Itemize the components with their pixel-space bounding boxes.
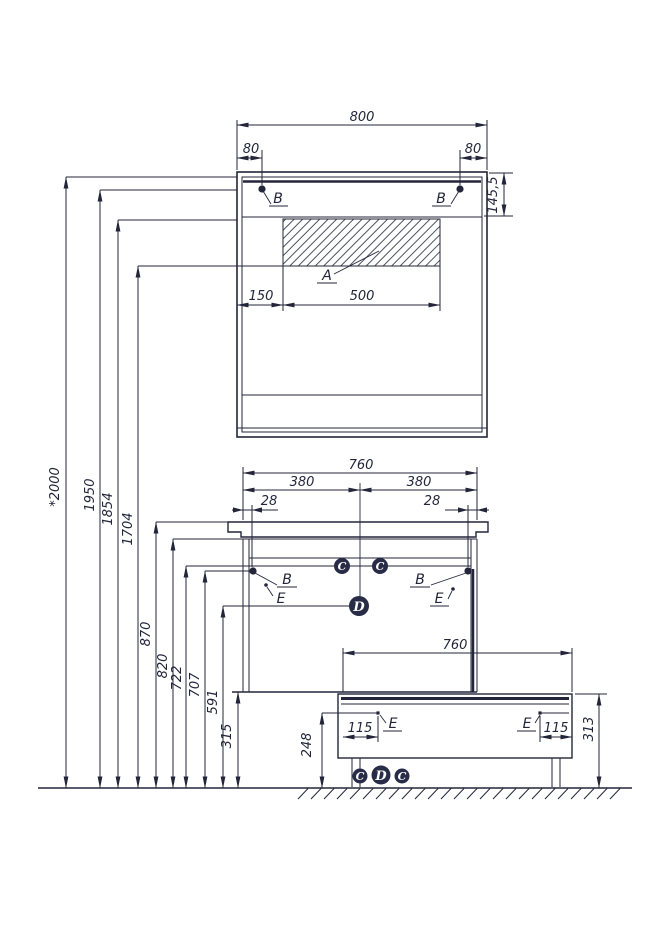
dim-panel-inset: 150: [248, 289, 274, 304]
base-screw-label-right: E: [522, 716, 532, 732]
dim-base-screw-offset-right: 115: [543, 721, 569, 736]
floor-callout-letter-d: D: [375, 769, 387, 784]
dim-vanity-half-left: 380: [289, 475, 315, 490]
dim-base-screw-offset-left: 115: [347, 721, 373, 736]
dim-height-countertop-top: 870: [139, 621, 154, 647]
floor-callout-letter-c1: C: [355, 770, 365, 783]
vanity-screw-label-left: E: [276, 591, 286, 607]
base-screw-label-left: E: [388, 716, 398, 732]
callout-letter-c-left: C: [337, 560, 347, 573]
mirror-fixing-dot-left: [258, 185, 265, 192]
dim-height-rail: 722: [170, 665, 185, 691]
dim-height-panel-bottom: 1704: [121, 512, 136, 546]
dim-mirror-top-section-height: 145,5: [486, 176, 501, 214]
vanity-screw-dot-left: [264, 583, 268, 587]
dim-height-d-level: 591: [206, 689, 221, 715]
base-screw-dot-left: [376, 711, 379, 714]
vanity-cabinet: [186, 483, 488, 692]
dim-height-base-screw: 248: [300, 732, 315, 758]
panel-a-label: A: [322, 268, 332, 284]
dim-panel-width: 500: [349, 289, 375, 304]
dim-height-mirror-fixing: 1950: [83, 478, 98, 512]
vanity-screw-label-right: E: [434, 591, 444, 607]
vanity-fixing-label-right: B: [415, 572, 425, 588]
dim-height-vanity-bottom: 315: [220, 723, 235, 749]
ground-line: [38, 788, 632, 799]
dim-mirror-offset-left: 80: [242, 142, 260, 157]
dim-mirror-width: 800: [349, 110, 375, 125]
dim-base-width: 760: [442, 638, 468, 653]
vanity-screw-dot-right: [451, 587, 455, 591]
mirror-fixing-dot-right: [456, 185, 463, 192]
dim-vanity-edge-left: 28: [260, 494, 278, 509]
callout-letter-c-right: C: [375, 560, 385, 573]
vanity-dimensions: [232, 458, 489, 567]
callout-letter-d: D: [353, 600, 365, 615]
base-unit: [322, 694, 572, 787]
dim-base-height: 313: [582, 716, 597, 742]
vanity-countertop: [228, 522, 488, 537]
dim-height-vanity-fixing: 707: [188, 672, 203, 698]
dim-vanity-width: 760: [348, 458, 374, 473]
mirror-fixing-label-left: B: [273, 191, 283, 207]
base-screw-dot-right: [538, 711, 541, 714]
ground-hatch: [298, 789, 620, 800]
dim-vanity-half-right: 380: [406, 475, 432, 490]
dim-height-countertop-bottom: 820: [156, 653, 171, 679]
dim-vanity-edge-right: 28: [423, 494, 441, 509]
mirror-fixing-label-right: B: [436, 191, 446, 207]
dim-height-overall: *2000: [48, 467, 63, 507]
dim-mirror-offset-right: 80: [464, 142, 482, 157]
dim-height-panel-top: 1854: [101, 492, 116, 526]
panel-a-hatch: [283, 219, 440, 266]
vanity-fixing-label-left: B: [282, 572, 292, 588]
floor-callout-letter-c2: C: [397, 770, 407, 783]
